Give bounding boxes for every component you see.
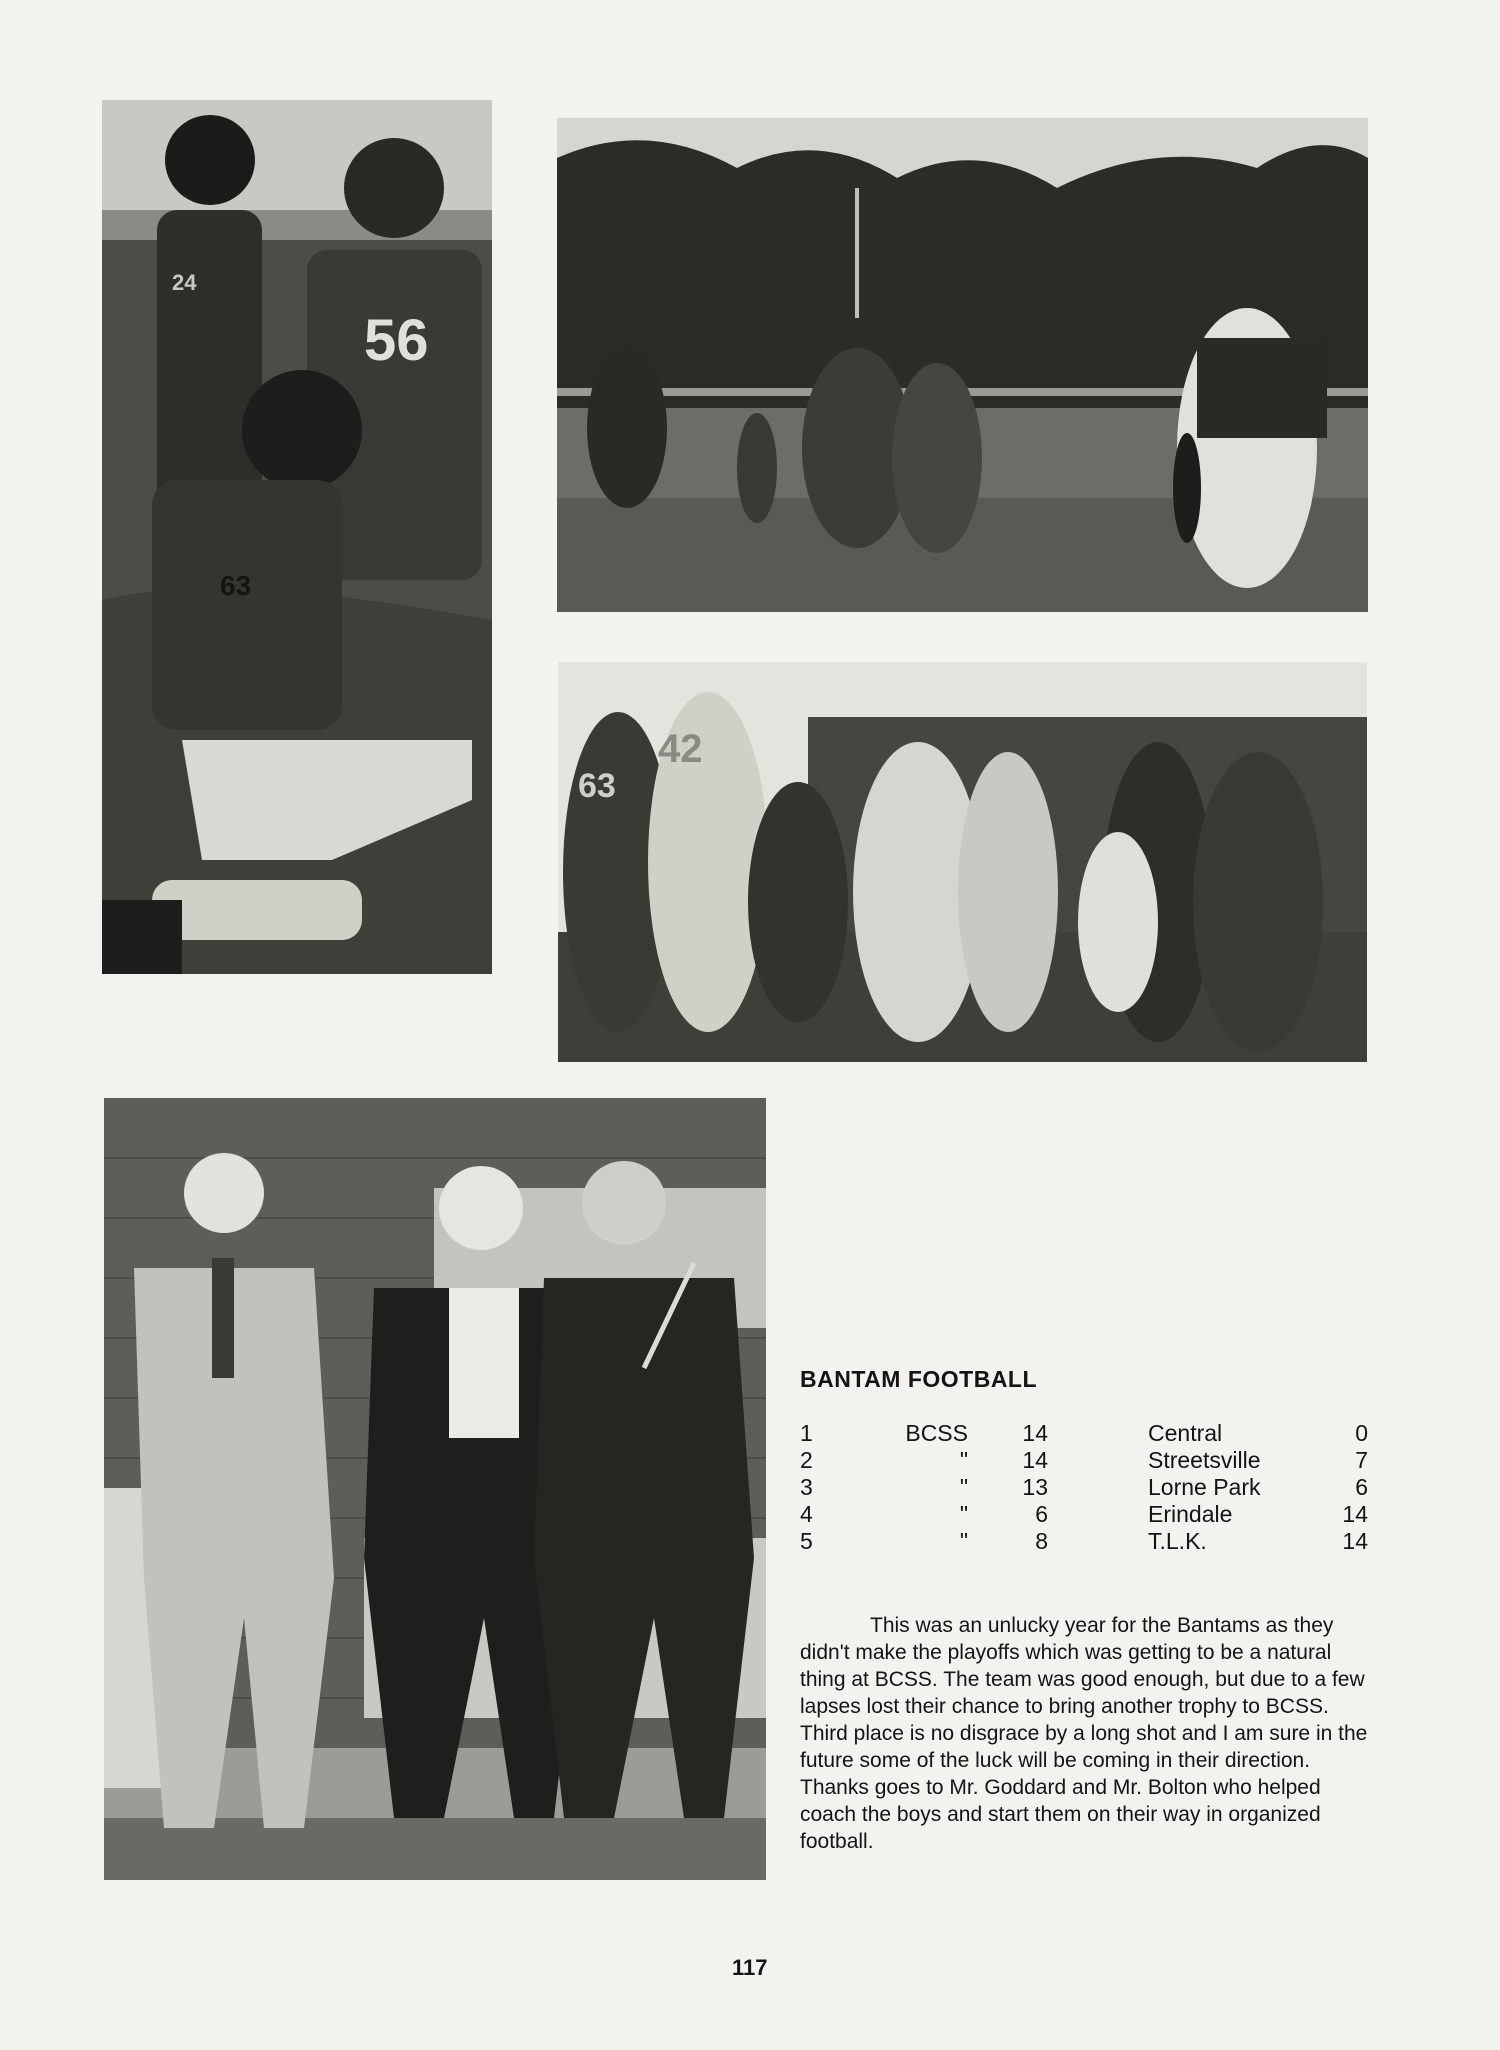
table-row (800, 1474, 1368, 1501)
opponent-score: 0 (1355, 1420, 1368, 1446)
game-number: 3 (800, 1474, 813, 1500)
jersey-number-63-line: 63 (578, 767, 616, 805)
team-score: 14 (1022, 1420, 1048, 1446)
team-name: " (959, 1528, 968, 1554)
table-row (800, 1528, 1368, 1555)
page-number: 117 (732, 1955, 768, 1980)
opponent-score: 6 (1355, 1474, 1368, 1500)
game-number: 1 (800, 1420, 813, 1446)
team-name: " (959, 1474, 968, 1500)
section-title: BANTAM FOOTBALL (800, 1366, 1038, 1392)
table-row (800, 1420, 1368, 1447)
photo-running-play (557, 118, 1368, 612)
season-summary: This was an unlucky year for the Bantams as they didn't make the playoffs which was getting to be a natural thing at BCSS. The team was good enough, but due to a few lapses lost their chance to bring another trophy to BCSS. Third place is no disgrace by a long shot and I am sure in the future some of the luck will be coming in their direction. Thanks goes to Mr. Goddard and Mr. Bolton who helped coach the boys and start them on their way in organized football. (800, 1614, 1368, 1853)
opponent-name: T.L.K. (1148, 1528, 1207, 1554)
game-results-table (800, 1420, 1368, 1555)
photo-line-play (558, 662, 1367, 1062)
jersey-number-42: 42 (658, 727, 703, 771)
opponent-score: 14 (1342, 1528, 1368, 1554)
team-score: 13 (1022, 1474, 1048, 1500)
table-row (800, 1501, 1368, 1528)
jersey-number-24: 24 (172, 270, 197, 295)
team-name: BCSS (905, 1420, 968, 1446)
opponent-score: 7 (1355, 1447, 1368, 1473)
team-score: 6 (1035, 1501, 1048, 1527)
game-number: 4 (800, 1501, 813, 1527)
team-name: " (959, 1447, 968, 1473)
photo-sideline-players (102, 100, 492, 974)
opponent-name: Streetsville (1148, 1447, 1261, 1473)
table-row (800, 1447, 1368, 1474)
game-number: 5 (800, 1528, 813, 1554)
game-number: 2 (800, 1447, 813, 1473)
jersey-number-63: 63 (220, 570, 252, 601)
photo-coaches (104, 1098, 766, 1880)
jersey-number-56: 56 (364, 308, 429, 373)
team-name: " (959, 1501, 968, 1527)
opponent-score: 14 (1342, 1501, 1368, 1527)
team-score: 14 (1022, 1447, 1048, 1473)
team-score: 8 (1035, 1528, 1048, 1554)
opponent-name: Central (1148, 1420, 1223, 1446)
opponent-name: Lorne Park (1148, 1474, 1261, 1500)
opponent-name: Erindale (1148, 1501, 1233, 1527)
